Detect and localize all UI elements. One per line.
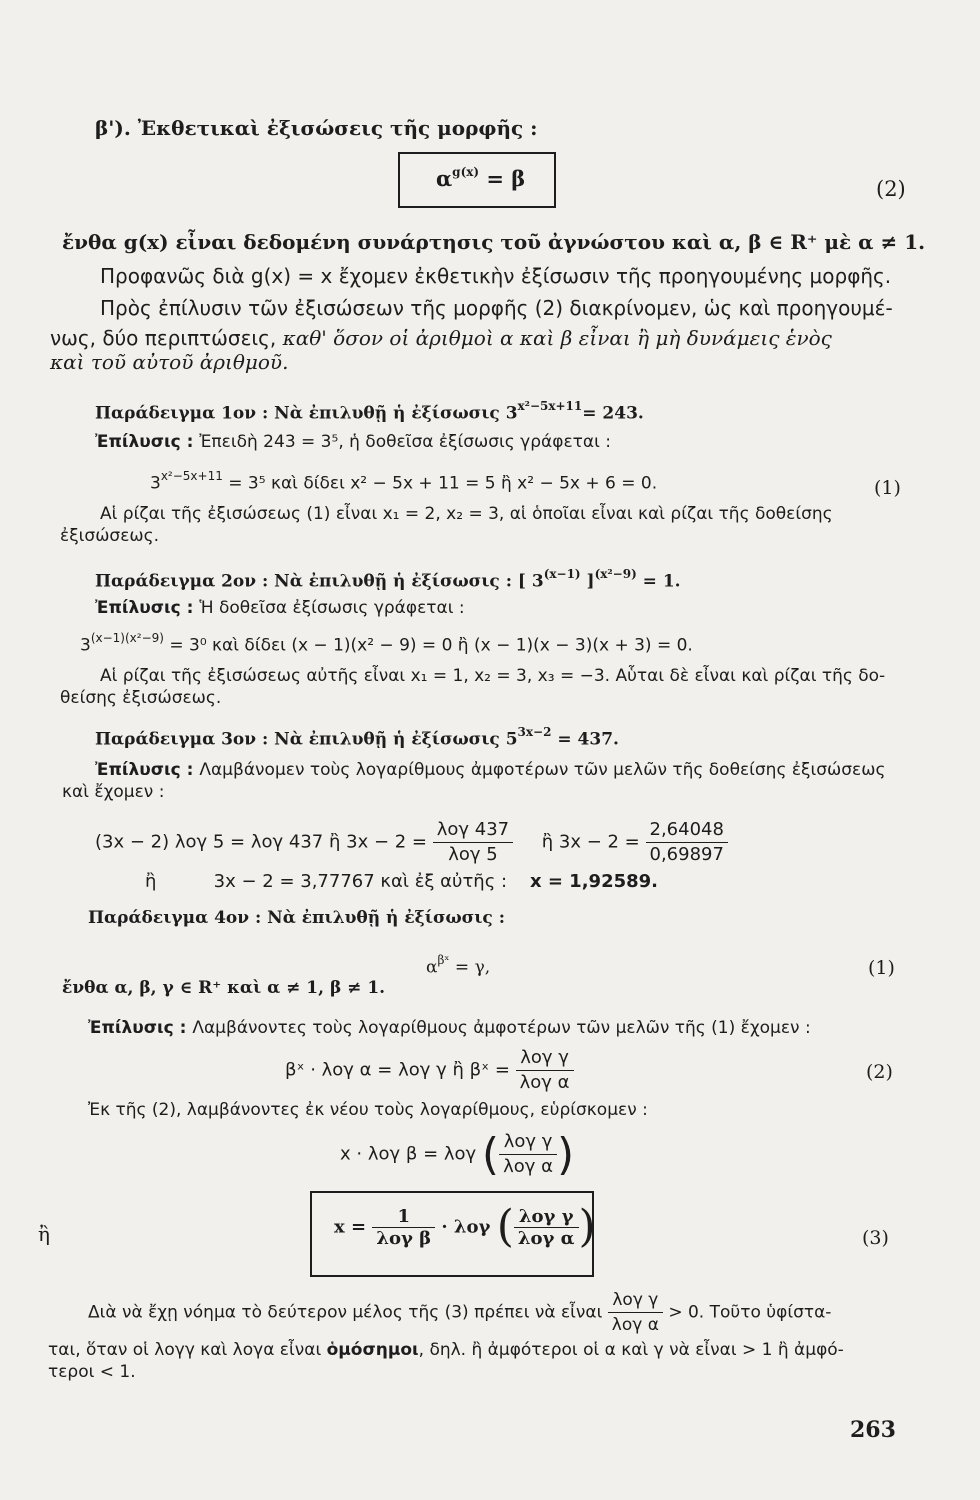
example-4-equation <box>426 950 490 980</box>
final-b-bold: ὁμόσημοι <box>326 1340 419 1360</box>
example-4-sol-label: Ἐπίλυσις : <box>88 1018 193 1038</box>
paragraph-2a: Πρὸς ἐπίλυσιν τῶν ἐξισώσεων τῆς μορφῆς (2) διακρίνομεν, ὡς καὶ προηγουμέ- <box>100 296 893 320</box>
example-1-title-tail: = 243. <box>582 403 644 424</box>
example-4-frac-b-den: λογ α <box>499 1154 557 1179</box>
page-number: 263 <box>850 1417 896 1443</box>
left-paren-icon: ( <box>496 1201 514 1252</box>
example-2-solution <box>95 596 465 620</box>
example-4-frac-a-den: λογ α <box>516 1070 574 1095</box>
example-3-solution-2: καὶ ἔχομεν : <box>62 782 165 802</box>
final-line-c: τεροι < 1. <box>48 1362 136 1382</box>
final-line-b <box>48 1338 844 1362</box>
example-1-title-exp: x²−5x+11 <box>517 399 583 413</box>
example-3-equation-1 <box>95 818 728 867</box>
example-3-sol-text: Λαμβάνομεν τοὺς λογαρίθμους ἀμφοτέρων τῶν μελῶν τῆς δοθείσης ἐξισώσεως <box>199 760 886 780</box>
example-2-title-mid: ] <box>580 571 595 592</box>
box-frac2-num: λογ γ <box>518 1205 574 1227</box>
example-4-eq-a-left: βˣ · λογ α = λογ γ ἢ βˣ = <box>285 1059 510 1081</box>
or-label: ἢ <box>38 1222 50 1246</box>
example-1-title-text: Παράδειγμα 1ον : Νὰ ἐπιλυθῇ ἡ ἐξίσωσις 3 <box>95 403 518 424</box>
example-3-result: x = 1,92589. <box>529 871 659 892</box>
example-1-roots-a: Αἱ ρίζαι τῆς ἐξισώσεως (1) εἶναι x₁ = 2, x₂ = 3, αἱ ὁποῖαι εἶναι καὶ ρίζαι τῆς δοθείσης <box>100 504 833 524</box>
example-3-frac2-num: 2,64048 <box>649 819 724 840</box>
example-3-title <box>95 722 619 752</box>
example-4-eq-tail: = γ, <box>449 957 491 978</box>
paragraph-1: Προφανῶς διὰ g(x) = x ἔχομεν ἐκθετικὴν ἐξίσωσιν τῆς προηγουμένης μορφῆς. <box>100 264 892 288</box>
final-b-pre: ται, ὅταν οἱ λογγ καὶ λογα εἶναι <box>48 1340 327 1360</box>
example-3-fraction-1 <box>433 818 513 867</box>
example-2-equation <box>80 628 693 658</box>
final-a-left: Διὰ νὰ ἔχῃ νόημα τὸ δεύτερον μέλος τῆς (3) πρέπει νὰ εἶναι <box>88 1302 603 1323</box>
example-4-sol-text: Λαμβάνοντες τοὺς λογαρίθμους ἀμφοτέρων τῶν μελῶν τῆς (1) ἔχομεν : <box>192 1018 811 1038</box>
final-fraction <box>608 1288 663 1337</box>
left-paren-icon: ( <box>481 1128 500 1180</box>
example-3-eq2: 3x − 2 = 3,77767 καὶ ἐξ αὐτῆς : <box>213 871 508 892</box>
example-4-condition: ἔνθα α, β, γ ∈ R⁺ καὶ α ≠ 1, β ≠ 1. <box>62 978 386 998</box>
right-paren-icon: ) <box>578 1201 596 1252</box>
example-4-eq-base: α <box>426 957 438 978</box>
boxed-eq-exp: g(x) <box>452 165 480 179</box>
final-frac-num: λογ γ <box>612 1290 659 1310</box>
example-4-eq-number-3: (3) <box>862 1227 889 1249</box>
example-1-eq-text: = 3⁵ καὶ δίδει x² − 5x + 11 = 5 ἢ x² − 5x + 6 = 0. <box>222 473 658 494</box>
example-3-sol-label: Ἐπίλυσις : <box>95 760 200 780</box>
box-frac1-num: 1 <box>397 1205 410 1227</box>
example-3-frac1-num: λογ 437 <box>436 819 510 840</box>
example-4-fraction-a <box>516 1046 574 1095</box>
example-3-equation-2 <box>145 870 658 894</box>
example-1-eq-exp: x²−5x+11 <box>160 469 223 483</box>
example-2-title <box>95 564 681 594</box>
example-4-fraction-b <box>499 1130 557 1179</box>
example-1-eq-number: (1) <box>874 477 901 499</box>
section-heading: β'). Ἐκθετικαὶ ἐξισώσεις τῆς μορφῆς : <box>95 116 538 140</box>
definition-line: ἔνθα g(x) εἶναι δεδομένη συνάρτησις τοῦ ἀγνώστου καὶ α, β ∈ R⁺ μὲ α ≠ 1. <box>62 230 926 254</box>
example-2-eq-text: = 3⁰ καὶ δίδει (x − 1)(x² − 9) = 0 ἢ (x − 1)(x − 3)(x + 3) = 0. <box>163 635 693 656</box>
example-4-eq-b-left: x · λογ β = λογ <box>340 1143 477 1165</box>
example-4-frac-a-num: λογ γ <box>520 1047 569 1068</box>
example-1-solution <box>95 430 611 454</box>
example-2-eq-exp: (x−1)(x²−9) <box>90 631 164 645</box>
example-4-solution <box>88 1016 811 1040</box>
example-3-frac2-den: 0,69897 <box>646 842 728 867</box>
boxed-eq-rhs: = β <box>479 166 526 191</box>
example-2-title-tail: = 1. <box>636 571 681 592</box>
example-1-title <box>95 396 644 426</box>
box-left: x = <box>334 1216 367 1238</box>
example-4-eq-number-1: (1) <box>868 957 895 979</box>
box-fraction-1 <box>372 1206 435 1249</box>
example-2-roots-b: θείσης ἐξισώσεως. <box>60 688 222 708</box>
right-paren-icon: ) <box>557 1128 575 1180</box>
final-b-post: , δηλ. ἢ ἀμφότεροι οἱ α καὶ γ νὰ εἶναι > 1 ἢ ἀμφό- <box>418 1340 844 1360</box>
boxed-formula-3 <box>310 1191 594 1277</box>
paragraph-2b <box>50 326 832 350</box>
example-2-title-text: Παράδειγμα 2ον : Νὰ ἐπιλυθῇ ἡ ἐξίσωσις : [ 3 <box>95 571 544 592</box>
example-2-eq-base: 3 <box>80 635 91 656</box>
example-1-roots-b: ἐξισώσεως. <box>60 526 160 546</box>
example-3-solution <box>95 758 885 782</box>
final-line-a <box>88 1288 831 1337</box>
example-3-eq2-or: ἢ <box>145 871 157 892</box>
example-4-equation-a <box>285 1046 574 1095</box>
example-3-fraction-2 <box>646 818 728 867</box>
example-4-eq-exp: βˣ <box>437 953 450 967</box>
paragraph-2b-plain: νως, δύο περιπτώσεις, <box>50 326 283 350</box>
example-1-sol-text: Ἐπειδὴ 243 = 3⁵, ἡ δοθεῖσα ἐξίσωσις γράφεται : <box>199 432 611 452</box>
eq-number-2: (2) <box>876 177 906 201</box>
example-2-sol-label: Ἐπίλυσις : <box>95 598 200 618</box>
example-2-sol-text: Ἡ δοθεῖσα ἐξίσωσις γράφεται : <box>199 598 465 618</box>
box-fraction-2 <box>514 1206 579 1249</box>
example-4-equation-b <box>340 1130 574 1179</box>
example-4-title: Παράδειγμα 4ον : Νὰ ἐπιλυθῇ ἡ ἐξίσωσις : <box>88 908 505 928</box>
example-2-roots-a: Αἱ ρίζαι τῆς ἐξισώσεως αὐτῆς εἶναι x₁ = 1, x₂ = 3, x₃ = −3. Αὗται δὲ εἶναι καὶ ρίζαι τῆς δο- <box>100 666 886 686</box>
final-frac-den: λογ α <box>608 1312 663 1337</box>
paragraph-2b-italic: καθ' ὅσον οἱ ἀριθμοὶ α καὶ β εἶναι ἢ μὴ δυνάμεις ἑνὸς <box>282 326 832 350</box>
box-frac2-den: λογ α <box>514 1227 579 1249</box>
example-2-title-exp2: (x²−9) <box>594 567 637 581</box>
example-3-eq1-mid: ἢ 3x − 2 = <box>541 831 640 853</box>
example-4-frac-b-num: λογ γ <box>503 1131 553 1152</box>
example-4-from-2: Ἐκ τῆς (2), λαμβάνοντες ἐκ νέου τοὺς λογαρίθμους, εὑρίσκομεν : <box>88 1100 648 1120</box>
example-3-title-text: Παράδειγμα 3ον : Νὰ ἐπιλυθῇ ἡ ἐξίσωσις 5 <box>95 729 518 750</box>
example-2-title-exp1: (x−1) <box>543 567 581 581</box>
example-1-sol-label: Ἐπίλυσις : <box>95 432 200 452</box>
example-3-title-exp: 3x−2 <box>517 725 552 739</box>
boxed-equation <box>398 152 556 208</box>
example-4-eq-number-2: (2) <box>866 1061 893 1083</box>
final-a-right: > 0. Τοῦτο ὑφίστα- <box>668 1302 832 1323</box>
example-3-eq1-left: (3x − 2) λογ 5 = λογ 437 ἢ 3x − 2 = <box>95 831 427 853</box>
example-3-title-tail: = 437. <box>551 729 619 750</box>
boxed-eq-base: α <box>436 166 453 191</box>
example-1-equation <box>150 466 657 496</box>
example-3-frac1-den: λογ 5 <box>433 842 513 867</box>
example-1-eq-base: 3 <box>150 473 161 494</box>
box-mid: · λογ <box>441 1216 491 1238</box>
paragraph-2c: καὶ τοῦ αὐτοῦ ἀριθμοῦ. <box>50 350 289 374</box>
box-frac1-den: λογ β <box>372 1227 435 1249</box>
